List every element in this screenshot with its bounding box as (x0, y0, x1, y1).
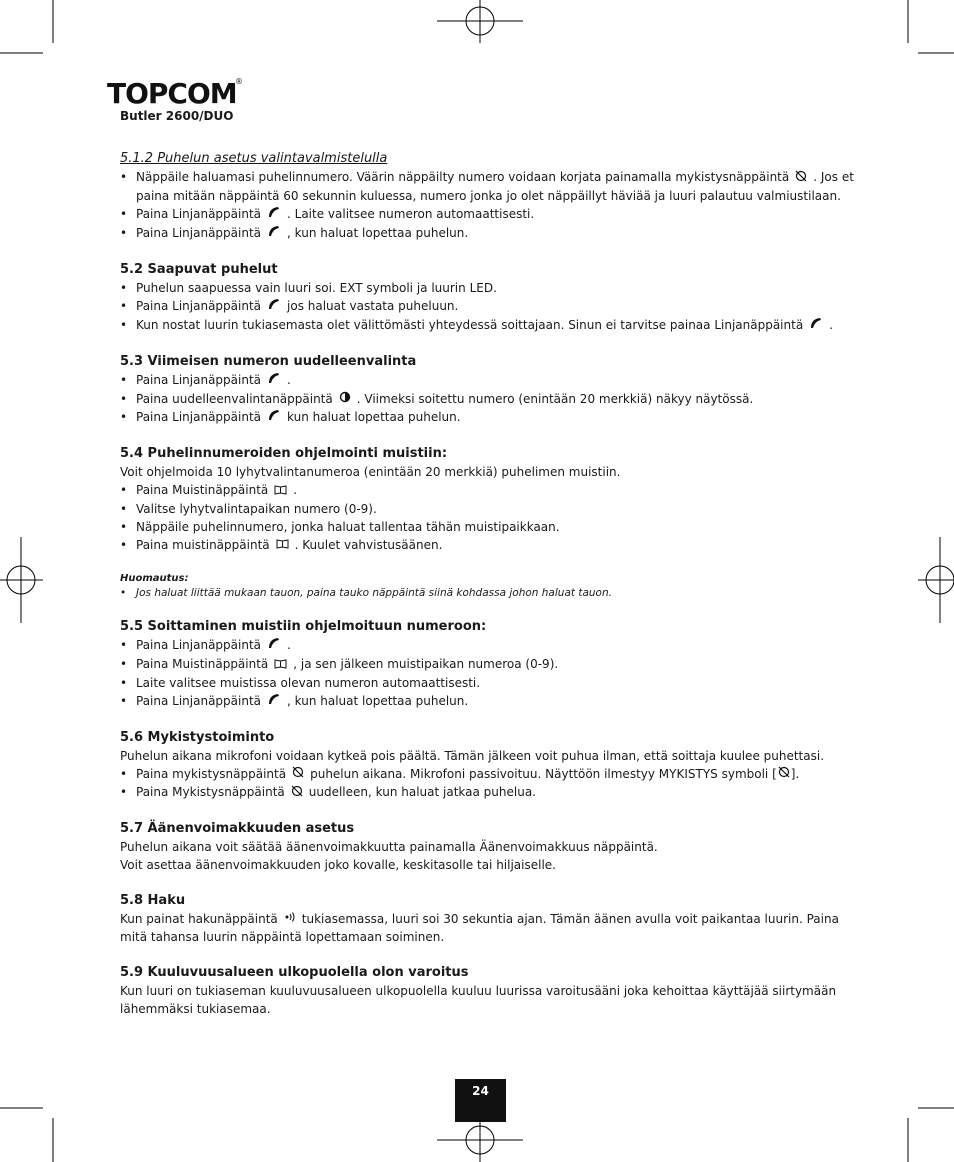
list-item: • Paina Linjanäppäintä . (120, 636, 858, 655)
section-intro-5-4: Voit ohjelmoida 10 lyhytvalintanumeroa (enintään 20 merkkiä) puhelimen muistiin. (120, 465, 621, 479)
book-icon (276, 536, 289, 554)
section-list-5-1-2 (120, 168, 858, 243)
list-item: • Näppäile puhelinnumero, jonka haluat tallentaa tähän muistipaikkaan. (120, 518, 858, 536)
list-item: • Paina mykistysnäppäintä puhelun aikana. Mikrofoni passivoituu. Näyttöön ilmestyy MYKISTYS symboli [ ]. (120, 765, 858, 784)
section-text-5-8: Kun painat hakunäppäintä tukiasemassa, luuri soi 30 sekuntia ajan. Tämän äänen avulla voit paikantaa luurin. Paina mitä tahansa luurin näppäintä lopettamaan soiminen. (120, 911, 839, 944)
section-intro-5-6: Puhelun aikana mikrofoni voidaan kytkeä pois päältä. Tämän jälkeen voit puhua ilman, että soittaja kuulee puhettasi. (120, 748, 825, 763)
mute-icon (291, 784, 303, 802)
mute-icon (795, 169, 807, 187)
handset-icon (267, 636, 281, 655)
list-item: • Jos haluat liittää mukaan tauon, paina tauko näppäintä siinä kohdassa johon haluat tauon. (120, 586, 858, 600)
redial-icon (339, 390, 351, 408)
list-item: • Paina Muistinäppäintä . (120, 481, 858, 500)
mute-icon (778, 765, 790, 783)
handset-icon (267, 371, 281, 390)
list-item: • Paina Linjanäppäintä jos haluat vastata puheluun. (120, 297, 858, 316)
section-title-5-1-2: 5.1.2 Puhelun asetus valintavalmistelulla (120, 151, 388, 166)
handset-icon (809, 316, 823, 335)
section-list-5-3 (120, 371, 858, 428)
list-item: • Paina Linjanäppäintä , kun haluat lopettaa puhelun. (120, 692, 858, 711)
logo-registered-mark: ® (235, 77, 243, 86)
list-item: • Paina Linjanäppäintä kun haluat lopettaa puhelun. (120, 408, 858, 427)
section-title-5-9: 5.9 Kuuluvuusalueen ulkopuolella olon varoitus (120, 965, 469, 980)
handset-icon (267, 224, 281, 243)
manual-content (120, 150, 858, 1018)
section-title-5-3: 5.3 Viimeisen numeron uudelleenvalinta (120, 353, 417, 369)
list-item: • Laite valitsee muistissa olevan numeron automaattisesti. (120, 674, 858, 692)
section-text-5-7a: Puhelun aikana voit säätää äänenvoimakkuutta painamalla Äänenvoimakkuus näppäintä. (120, 839, 658, 854)
model-name: Butler 2600/DUO (120, 109, 234, 123)
section-title-5-7: 5.7 Äänenvoimakkuuden asetus (120, 820, 355, 836)
paging-icon (284, 910, 296, 928)
book-icon (274, 656, 287, 674)
section-title-5-5: 5.5 Soittaminen muistiin ohjelmoituun numeroon: (120, 619, 487, 634)
section-text-5-7b: Voit asettaa äänenvoimakkuuden joko kovalle, keskitasolle tai hiljaiselle. (120, 857, 556, 872)
logo-text: TOPCOM (107, 77, 237, 110)
list-item: • Paina Linjanäppäintä , kun haluat lopettaa puhelun. (120, 224, 858, 243)
list-item: • Puhelun saapuessa vain luuri soi. EXT symboli ja luurin LED. (120, 279, 858, 297)
section-title-5-8: 5.8 Haku (120, 892, 186, 908)
mute-icon (292, 765, 304, 783)
list-item: • Näppäile haluamasi puhelinnumero. Väärin näppäilty numero voidaan korjata painamalla mykistysnäppäintä . Jos et paina mitään näppäintä 60 sekunnin kuluessa, numero jonka jo olet näppäillyt häviää ja luuri palautuu valmiustilaan. (120, 168, 858, 205)
list-item: • Paina uudelleenvalintanäppäintä . Viimeksi soitettu numero (enintään 20 merkkiä) näkyy näytössä. (120, 390, 858, 409)
section-text-5-9: Kun luuri on tukiaseman kuuluvuusalueen ulkopuolella kuuluu luurissa varoitusääni joka kehoittaa käyttäjää siirtymään lähemmäksi tukiasemaa. (120, 984, 837, 1016)
section-list-5-4 (120, 481, 858, 554)
section-list-5-2 (120, 279, 858, 335)
list-item: • Paina Muistinäppäintä , ja sen jälkeen muistipaikan numeroa (0-9). (120, 655, 858, 674)
brand-logo (107, 77, 243, 110)
note-list (120, 586, 858, 600)
handset-icon (267, 692, 281, 711)
handset-icon (267, 408, 281, 427)
section-title-5-6: 5.6 Mykistystoiminto (120, 729, 275, 745)
section-list-5-6 (120, 765, 858, 802)
list-item: • Kun nostat luurin tukiasemasta olet välittömästi yhteydessä soittajaan. Sinun ei tarvitse painaa Linjanäppäintä . (120, 316, 858, 335)
handset-icon (267, 205, 281, 224)
section-title-5-4: 5.4 Puhelinnumeroiden ohjelmointi muistiin: (120, 446, 448, 461)
list-item: • Paina Mykistysnäppäintä uudelleen, kun haluat jatkaa puhelua. (120, 783, 858, 802)
section-title-5-2: 5.2 Saapuvat puhelut (120, 261, 278, 277)
list-item: • Paina Linjanäppäintä . Laite valitsee numeron automaattisesti. (120, 205, 858, 224)
list-item: • Paina muistinäppäintä . Kuulet vahvistusäänen. (120, 536, 858, 555)
note-title: Huomautus: (120, 573, 189, 584)
handset-icon (267, 297, 281, 316)
page-number: 24 (455, 1079, 506, 1122)
book-icon (274, 482, 287, 500)
list-item: • Valitse lyhytvalintapaikan numero (0-9). (120, 500, 858, 518)
list-item: • Paina Linjanäppäintä . (120, 371, 858, 390)
section-list-5-5 (120, 636, 858, 711)
